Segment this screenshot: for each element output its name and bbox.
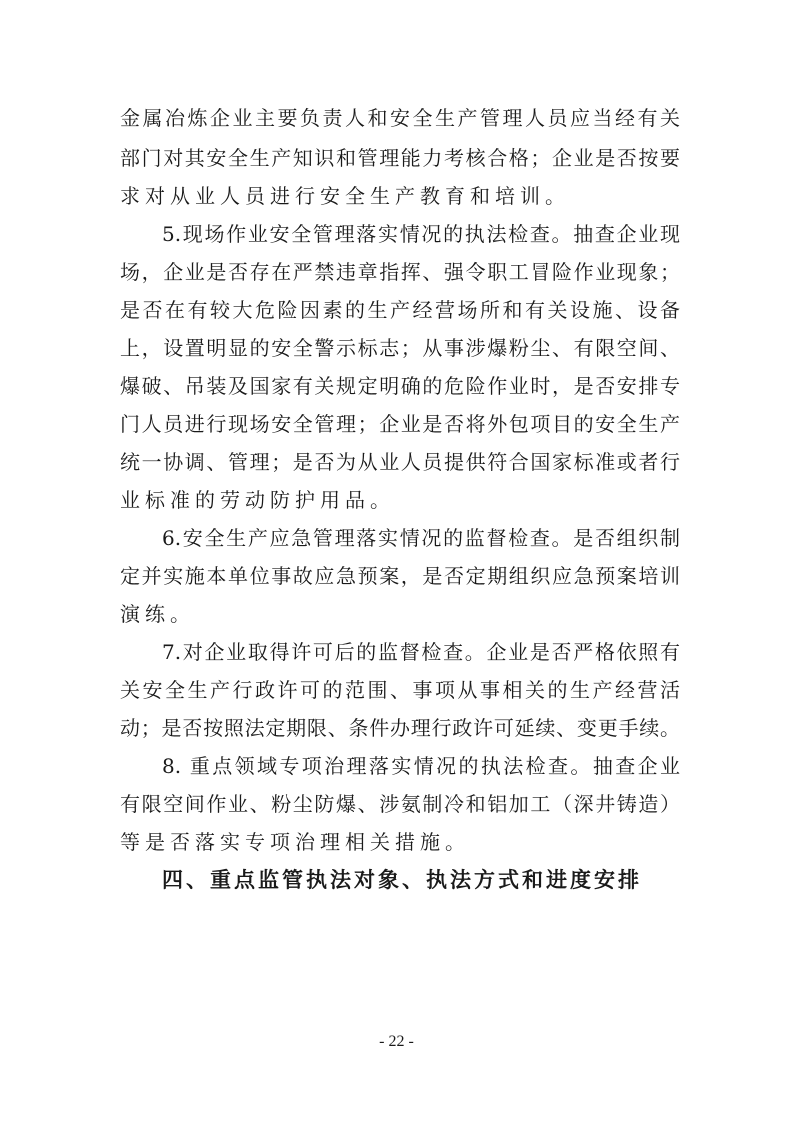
paragraph-line: 业标准的劳动防护用品。 [120, 488, 395, 512]
paragraph-line: 场，企业是否存在严禁违章指挥、强令职工冒险作业现象； [120, 260, 680, 284]
paragraph-line: 定并实施本单位事故应急预案，是否定期组织应急预案培训 [120, 564, 680, 588]
paragraph-line: 关安全生产行政许可的范围、事项从事相关的生产经营活 [120, 678, 680, 702]
paragraph-line: 演练。 [120, 602, 195, 626]
paragraph-line: 统一协调、管理；是否为从业人员提供符合国家标准或者行 [120, 450, 680, 474]
paragraph-line: 求对从业人员进行安全生产教育和培训。 [120, 184, 570, 208]
paragraph-line: 7.对企业取得许可后的监督检查。企业是否严格依照有 [162, 640, 680, 664]
paragraph-line: 爆破、吊装及国家有关规定明确的危险作业时，是否安排专 [120, 374, 680, 398]
paragraph-line: 动；是否按照法定期限、条件办理行政许可延续、变更手续。 [120, 716, 680, 740]
paragraph-line: 是否在有较大危险因素的生产经营场所和有关设施、设备 [120, 298, 680, 322]
paragraph-line: 有限空间作业、粉尘防爆、涉氨制冷和铝加工（深井铸造） [120, 792, 680, 816]
paragraph-line: 门人员进行现场安全管理；企业是否将外包项目的安全生产 [120, 412, 680, 436]
paragraph-line: 5.现场作业安全管理落实情况的执法检查。抽查企业现 [162, 222, 680, 246]
paragraph-line: 上，设置明显的安全警示标志；从事涉爆粉尘、有限空间、 [120, 336, 680, 360]
page-number: - 22 - [379, 1033, 414, 1050]
paragraph-line: 等是否落实专项治理相关措施。 [120, 830, 470, 854]
paragraph-line: 6.安全生产应急管理落实情况的监督检查。是否组织制 [162, 526, 680, 550]
paragraph-line: 8. 重点领域专项治理落实情况的执法检查。抽查企业 [162, 754, 680, 778]
paragraph-line: 部门对其安全生产知识和管理能力考核合格；企业是否按要 [120, 146, 680, 170]
paragraph-line: 金属冶炼企业主要负责人和安全生产管理人员应当经有关 [120, 106, 680, 130]
section-heading: 四、重点监管执法对象、执法方式和进度安排 [162, 868, 642, 892]
